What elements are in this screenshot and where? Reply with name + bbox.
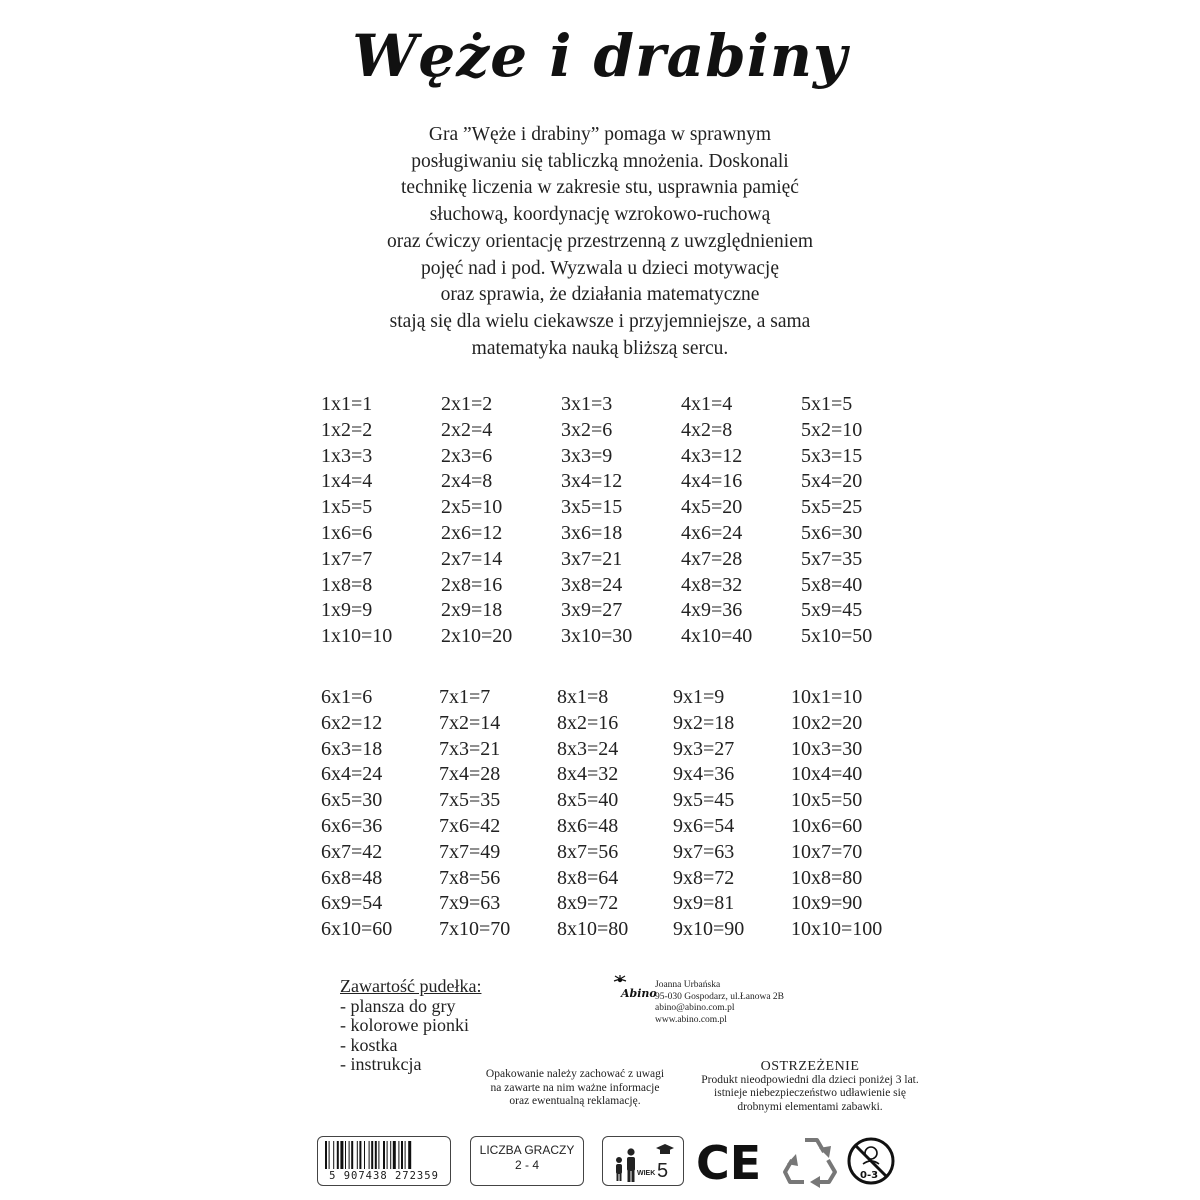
description-line: pojęć nad i pod. Wyzwala u dzieci motywację <box>421 257 779 279</box>
table-entry: 3x2=6 <box>561 418 613 441</box>
table-entry: 2x6=12 <box>441 521 503 544</box>
table-entry: 10x9=90 <box>791 892 863 915</box>
table-entry: 2x3=6 <box>441 444 493 467</box>
times-table-3 <box>561 392 632 650</box>
table-entry: 10x6=60 <box>791 814 863 837</box>
times-table-8 <box>557 685 628 943</box>
table-entry: 1x4=4 <box>321 470 373 493</box>
publisher-line: Joanna Urbańska <box>655 980 721 990</box>
table-entry: 2x2=4 <box>441 418 493 441</box>
table-entry: 3x4=12 <box>561 470 623 493</box>
description-line: oraz sprawia, że działania matematyczne <box>440 284 760 306</box>
table-entry: 3x10=30 <box>561 625 633 648</box>
barcode-bars-icon <box>324 1141 444 1169</box>
table-entry: 7x9=63 <box>439 892 501 915</box>
barcode-bar <box>387 1141 388 1169</box>
barcode-bar <box>333 1141 334 1169</box>
recycle-icon <box>778 1130 844 1190</box>
table-entry: 8x7=56 <box>557 840 619 863</box>
times-table-6 <box>321 685 392 943</box>
publisher-line: 95-030 Gospodarz, ul.Łanowa 2B <box>655 991 785 1002</box>
table-entry: 4x7=28 <box>681 547 743 570</box>
warning <box>685 1060 935 1114</box>
packaging-notice-line: Opakowanie należy zachować z uwagi <box>485 1068 665 1080</box>
age-value: 5 <box>657 1160 669 1182</box>
barcode <box>317 1136 451 1186</box>
barcode-bar <box>357 1141 358 1169</box>
times-table-5 <box>801 392 872 650</box>
table-entry: 6x10=60 <box>321 918 393 941</box>
table-entry: 4x4=16 <box>681 470 743 493</box>
table-entry: 1x7=7 <box>321 547 373 570</box>
barcode-bar <box>359 1141 361 1169</box>
table-entry: 3x8=24 <box>561 573 623 596</box>
table-entry: 10x3=30 <box>791 737 863 760</box>
table-entry: 8x4=32 <box>557 763 619 786</box>
barcode-bar <box>405 1141 406 1169</box>
table-entry: 6x5=30 <box>321 789 383 812</box>
table-entry: 9x1=9 <box>673 686 725 708</box>
table-entry: 9x5=45 <box>673 789 735 812</box>
description-line: technikę liczenia w zakresie stu, usprawnia pamięć <box>401 177 799 199</box>
table-entry: 9x2=18 <box>673 711 735 734</box>
table-entry: 8x9=72 <box>557 892 619 915</box>
description-line: Gra ”Węże i drabiny” pomaga w sprawnym <box>428 124 772 145</box>
table-entry: 6x6=36 <box>321 814 383 837</box>
times-table-2 <box>441 392 512 650</box>
times-table-4 <box>681 392 752 650</box>
barcode-bar <box>345 1141 346 1169</box>
barcode-bar <box>325 1141 327 1169</box>
table-entry: 8x8=64 <box>557 866 619 889</box>
table-entry: 10x5=50 <box>791 789 863 812</box>
table-entry: 9x6=54 <box>673 814 735 837</box>
table-entry: 5x2=10 <box>801 418 863 441</box>
warning-line: drobnymi elementami zabawki. <box>737 1100 883 1113</box>
table-entry: 6x9=54 <box>321 892 383 915</box>
table-entry: 4x9=36 <box>681 599 743 622</box>
table-entry: 3x9=27 <box>561 599 623 622</box>
times-table-1 <box>321 392 392 650</box>
table-entry: 1x2=2 <box>321 418 373 441</box>
table-entry: 4x1=4 <box>681 393 733 415</box>
players-box <box>470 1136 584 1186</box>
table-entry: 6x8=48 <box>321 866 383 889</box>
table-entry: 7x6=42 <box>439 814 501 837</box>
table-entry: 2x4=8 <box>441 470 493 493</box>
players-label: LICZBA GRACZY <box>479 1143 575 1157</box>
table-entry: 1x6=6 <box>321 521 373 544</box>
barcode-bar <box>383 1141 385 1169</box>
table-entry: 3x7=21 <box>561 547 623 570</box>
age-limit-icon <box>846 1136 896 1186</box>
table-entry: 5x4=20 <box>801 470 863 493</box>
table-entry: 5x8=40 <box>801 573 863 596</box>
description <box>300 122 900 362</box>
table-entry: 6x4=24 <box>321 763 383 786</box>
description-line: matematyka nauką bliższą sercu. <box>471 337 729 359</box>
box-contents-item: - kolorowe pionki <box>340 1015 469 1035</box>
packaging-notice-line: oraz ewentualną reklamację. <box>509 1095 641 1107</box>
age-label: WIEK <box>637 1170 656 1177</box>
abino-logo <box>612 975 657 1005</box>
players-value: 2 - 4 <box>514 1158 539 1172</box>
table-entry: 10x4=40 <box>791 763 863 786</box>
table-entry: 10x1=10 <box>791 686 863 708</box>
table-entry: 3x6=18 <box>561 521 623 544</box>
times-table-9 <box>673 685 744 943</box>
table-entry: 1x9=9 <box>321 599 373 622</box>
table-entry: 6x3=18 <box>321 737 383 760</box>
packaging-notice <box>460 1068 690 1109</box>
barcode-bar <box>337 1141 339 1169</box>
barcode-bar <box>329 1141 330 1169</box>
table-entry: 3x3=9 <box>561 444 613 467</box>
box-contents-heading: Zawartość pudełka: <box>340 976 482 996</box>
table-entry: 1x5=5 <box>321 496 373 519</box>
table-entry: 10x2=20 <box>791 711 863 734</box>
table-entry: 7x3=21 <box>439 737 501 760</box>
age-box <box>602 1136 684 1186</box>
table-entry: 7x1=7 <box>439 686 491 708</box>
table-entry: 7x8=56 <box>439 866 501 889</box>
table-entry: 1x3=3 <box>321 444 373 467</box>
table-entry: 4x10=40 <box>681 625 753 648</box>
box-contents <box>340 977 481 1075</box>
ce-mark-text: CE <box>696 1136 762 1190</box>
table-entry: 4x2=8 <box>681 418 733 441</box>
table-entry: 6x1=6 <box>321 686 373 708</box>
table-entry: 9x7=63 <box>673 840 735 863</box>
description-line: stają się dla wielu ciekawsze i przyjemniejsze, a sama <box>389 310 811 332</box>
barcode-bar <box>401 1141 403 1169</box>
table-entry: 2x10=20 <box>441 625 513 648</box>
table-entry: 4x5=20 <box>681 496 743 519</box>
warning-title: OSTRZEŻENIE <box>760 1059 860 1074</box>
table-entry: 8x2=16 <box>557 711 619 734</box>
barcode-number: 5 907438 272359 <box>329 1170 439 1182</box>
table-entry: 5x6=30 <box>801 521 863 544</box>
barcode-bar <box>371 1141 373 1169</box>
child-adult-icon <box>607 1138 657 1186</box>
publisher-line: abino@abino.com.pl <box>655 1003 735 1014</box>
table-entry: 10x7=70 <box>791 840 863 863</box>
table-entry: 2x7=14 <box>441 547 503 570</box>
table-entry: 5x3=15 <box>801 444 863 467</box>
table-entry: 9x10=90 <box>673 918 745 941</box>
description-line: posługiwaniu się tabliczką mnożenia. Doskonali <box>411 150 789 172</box>
table-entry: 8x1=8 <box>557 686 609 708</box>
table-entry: 1x8=8 <box>321 573 373 596</box>
table-entry: 1x10=10 <box>321 625 393 648</box>
table-entry: 5x1=5 <box>801 393 853 415</box>
table-entry: 3x5=15 <box>561 496 623 519</box>
page-title: Węże i drabiny <box>352 22 848 90</box>
table-entry: 5x5=25 <box>801 496 863 519</box>
table-entry: 9x8=72 <box>673 866 735 889</box>
abino-logo-text: Abino <box>621 987 657 1000</box>
table-entry: 9x4=36 <box>673 763 735 786</box>
description-line: oraz ćwiczy orientację przestrzenną z uwzględnieniem <box>386 230 814 252</box>
barcode-bar <box>378 1141 379 1169</box>
table-entry: 10x8=80 <box>791 866 863 889</box>
barcode-bar <box>408 1141 411 1169</box>
barcode-bar <box>393 1141 396 1169</box>
barcode-bar <box>369 1141 370 1169</box>
table-entry: 9x9=81 <box>673 892 735 915</box>
table-entry: 6x2=12 <box>321 711 383 734</box>
table-entry: 5x7=35 <box>801 547 863 570</box>
table-entry: 2x8=16 <box>441 573 503 596</box>
table-entry: 1x1=1 <box>321 393 373 415</box>
times-table-10 <box>791 685 882 943</box>
barcode-bar <box>398 1141 399 1169</box>
barcode-bar <box>351 1141 353 1169</box>
publisher-line: www.abino.com.pl <box>655 1014 727 1025</box>
table-entry: 6x7=42 <box>321 840 383 863</box>
table-entry: 7x10=70 <box>439 918 511 941</box>
table-entry: 2x5=10 <box>441 496 503 519</box>
table-entry: 4x8=32 <box>681 573 743 596</box>
box-contents-item: - instrukcja <box>340 1054 422 1074</box>
box-contents-item: - plansza do gry <box>340 995 456 1016</box>
table-entry: 2x9=18 <box>441 599 503 622</box>
table-entry: 5x10=50 <box>801 625 873 648</box>
packaging-notice-line: na zawarte na nim ważne informacje <box>490 1081 660 1094</box>
ce-mark-icon <box>694 1136 768 1190</box>
table-entry: 4x6=24 <box>681 521 743 544</box>
table-entry: 7x5=35 <box>439 789 501 812</box>
description-line: słuchową, koordynację wzrokowo-ruchową <box>429 204 771 226</box>
barcode-bar <box>390 1141 391 1169</box>
table-entry: 10x10=100 <box>791 918 883 941</box>
barcode-bar <box>340 1141 343 1169</box>
table-entry: 8x10=80 <box>557 918 629 941</box>
table-entry: 8x6=48 <box>557 814 619 837</box>
times-table-7 <box>439 685 510 943</box>
barcode-bar <box>375 1141 377 1169</box>
table-entry: 4x3=12 <box>681 444 743 467</box>
table-entry: 8x5=40 <box>557 789 619 812</box>
age-limit-text: 0-3 <box>860 1170 879 1181</box>
barcode-bar <box>349 1141 350 1169</box>
table-entry: 9x3=27 <box>673 737 735 760</box>
table-entry: 7x4=28 <box>439 763 501 786</box>
table-entry: 5x9=45 <box>801 599 863 622</box>
table-entry: 3x1=3 <box>561 393 613 415</box>
warning-line: istnieje niebezpieczeństwo udławienie się <box>714 1087 906 1099</box>
box-contents-item: - kostka <box>340 1034 398 1055</box>
table-entry: 8x3=24 <box>557 737 619 760</box>
warning-line: Produkt nieodpowiedni dla dzieci poniżej 3 lat. <box>701 1073 919 1086</box>
barcode-bar <box>364 1141 365 1169</box>
table-entry: 2x1=2 <box>441 393 493 415</box>
graduation-cap-icon <box>655 1143 675 1157</box>
table-entry: 7x2=14 <box>439 711 501 734</box>
table-entry: 7x7=49 <box>439 840 501 863</box>
